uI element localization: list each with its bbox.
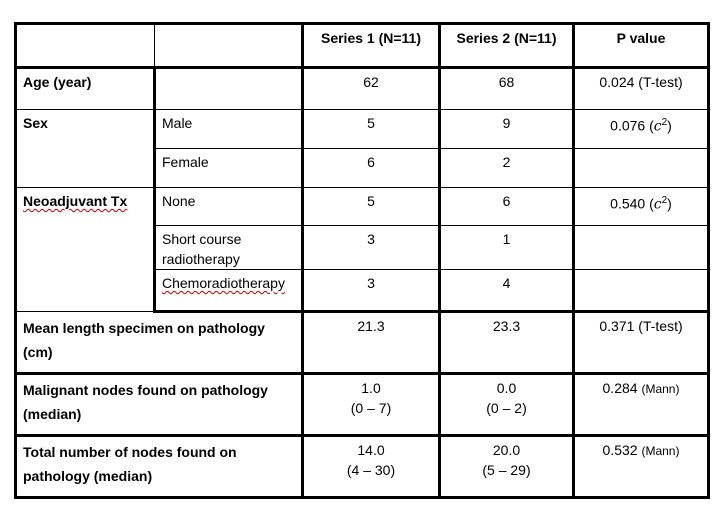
header-series-1: Series 1 (N=11) (303, 24, 440, 68)
malignant-p-test: (Mann) (641, 382, 680, 396)
header-empty-cell (16, 24, 155, 68)
malignant-s1-median: 1.0 (361, 380, 381, 396)
total-s2-range: (5 – 29) (482, 462, 531, 478)
length-series-1: 21.3 (303, 312, 440, 374)
neo-p-num: 0.540 ( (610, 195, 654, 212)
header-series-2: Series 2 (N=11) (440, 24, 574, 68)
sex-p-close: ) (667, 117, 672, 134)
row-neo-none (16, 188, 709, 226)
total-p-test: (Mann) (641, 444, 680, 458)
neo-chemo-series-1: 3 (303, 270, 440, 312)
results-table (14, 22, 710, 499)
sex-label: Sex (16, 110, 155, 188)
age-sub-empty (155, 68, 303, 110)
age-series-2: 68 (440, 68, 574, 110)
row-total (16, 436, 709, 498)
total-p-value (574, 436, 709, 498)
malignant-series-2 (440, 374, 574, 436)
row-length (16, 312, 709, 374)
neo-none-label: None (155, 188, 303, 226)
total-s1-range: (4 – 30) (346, 462, 396, 478)
row-age (16, 68, 709, 110)
age-series-1: 62 (303, 68, 440, 110)
age-label: Age (year) (16, 68, 155, 110)
total-s1-median: 14.0 (357, 442, 385, 458)
neo-none-series-2: 6 (440, 188, 574, 226)
malignant-label: Malignant nodes found on pathology (median) (16, 374, 303, 436)
sex-p-value (574, 110, 709, 149)
chi-superscript: 2 (661, 117, 668, 128)
neo-short-series-2: 1 (440, 226, 574, 270)
neo-chemo-text: Chemoradiotherapy (162, 275, 285, 291)
sex-female-series-2: 2 (440, 149, 574, 188)
sex-p-num: 0.076 ( (610, 117, 654, 134)
header-empty-cell-2 (155, 24, 303, 68)
results-table-container (14, 22, 710, 499)
malignant-s1-range: (0 – 7) (350, 400, 392, 416)
total-s2-median: 20.0 (492, 442, 521, 458)
sex-male-label: Male (155, 110, 303, 149)
length-label: Mean length specimen on pathology (cm) (16, 312, 303, 374)
sex-female-label: Female (155, 149, 303, 188)
neo-short-series-1: 3 (303, 226, 440, 270)
sex-female-series-1: 6 (303, 149, 440, 188)
total-p-num: 0.532 (602, 442, 638, 458)
neo-short-p-value (574, 226, 709, 270)
neo-chemo-label (155, 270, 303, 312)
sex-female-p-value (574, 149, 709, 188)
chi-superscript-2: 2 (661, 195, 668, 206)
neo-none-series-1: 5 (303, 188, 440, 226)
length-p-value: 0.371 (T-test) (574, 312, 709, 374)
neo-label-text: Neoadjuvant Tx (23, 193, 128, 209)
total-series-2 (440, 436, 574, 498)
sex-male-series-2: 9 (440, 110, 574, 149)
row-malignant (16, 374, 709, 436)
neo-label (16, 188, 155, 312)
malignant-s2-range: (0 – 2) (486, 400, 527, 416)
chi-symbol: c (653, 118, 662, 135)
neo-p-close: ) (667, 195, 672, 212)
neo-chemo-p-value (574, 270, 709, 312)
neo-p-value (574, 188, 709, 226)
row-sex-male (16, 110, 709, 149)
malignant-series-1 (303, 374, 440, 436)
malignant-p-value (574, 374, 709, 436)
age-p-value: 0.024 (T-test) (574, 68, 709, 110)
malignant-s2-median: 0.0 (496, 380, 517, 396)
length-series-2: 23.3 (440, 312, 574, 374)
chi-symbol-2: c (653, 196, 662, 213)
total-series-1 (303, 436, 440, 498)
neo-chemo-series-2: 4 (440, 270, 574, 312)
malignant-p-num: 0.284 (602, 380, 638, 396)
sex-male-series-1: 5 (303, 110, 440, 149)
total-label: Total number of nodes found on pathology (median) (16, 436, 303, 498)
neo-short-label: Short course radiotherapy (155, 226, 303, 270)
header-row (16, 24, 709, 68)
header-p-value: P value (574, 24, 709, 68)
